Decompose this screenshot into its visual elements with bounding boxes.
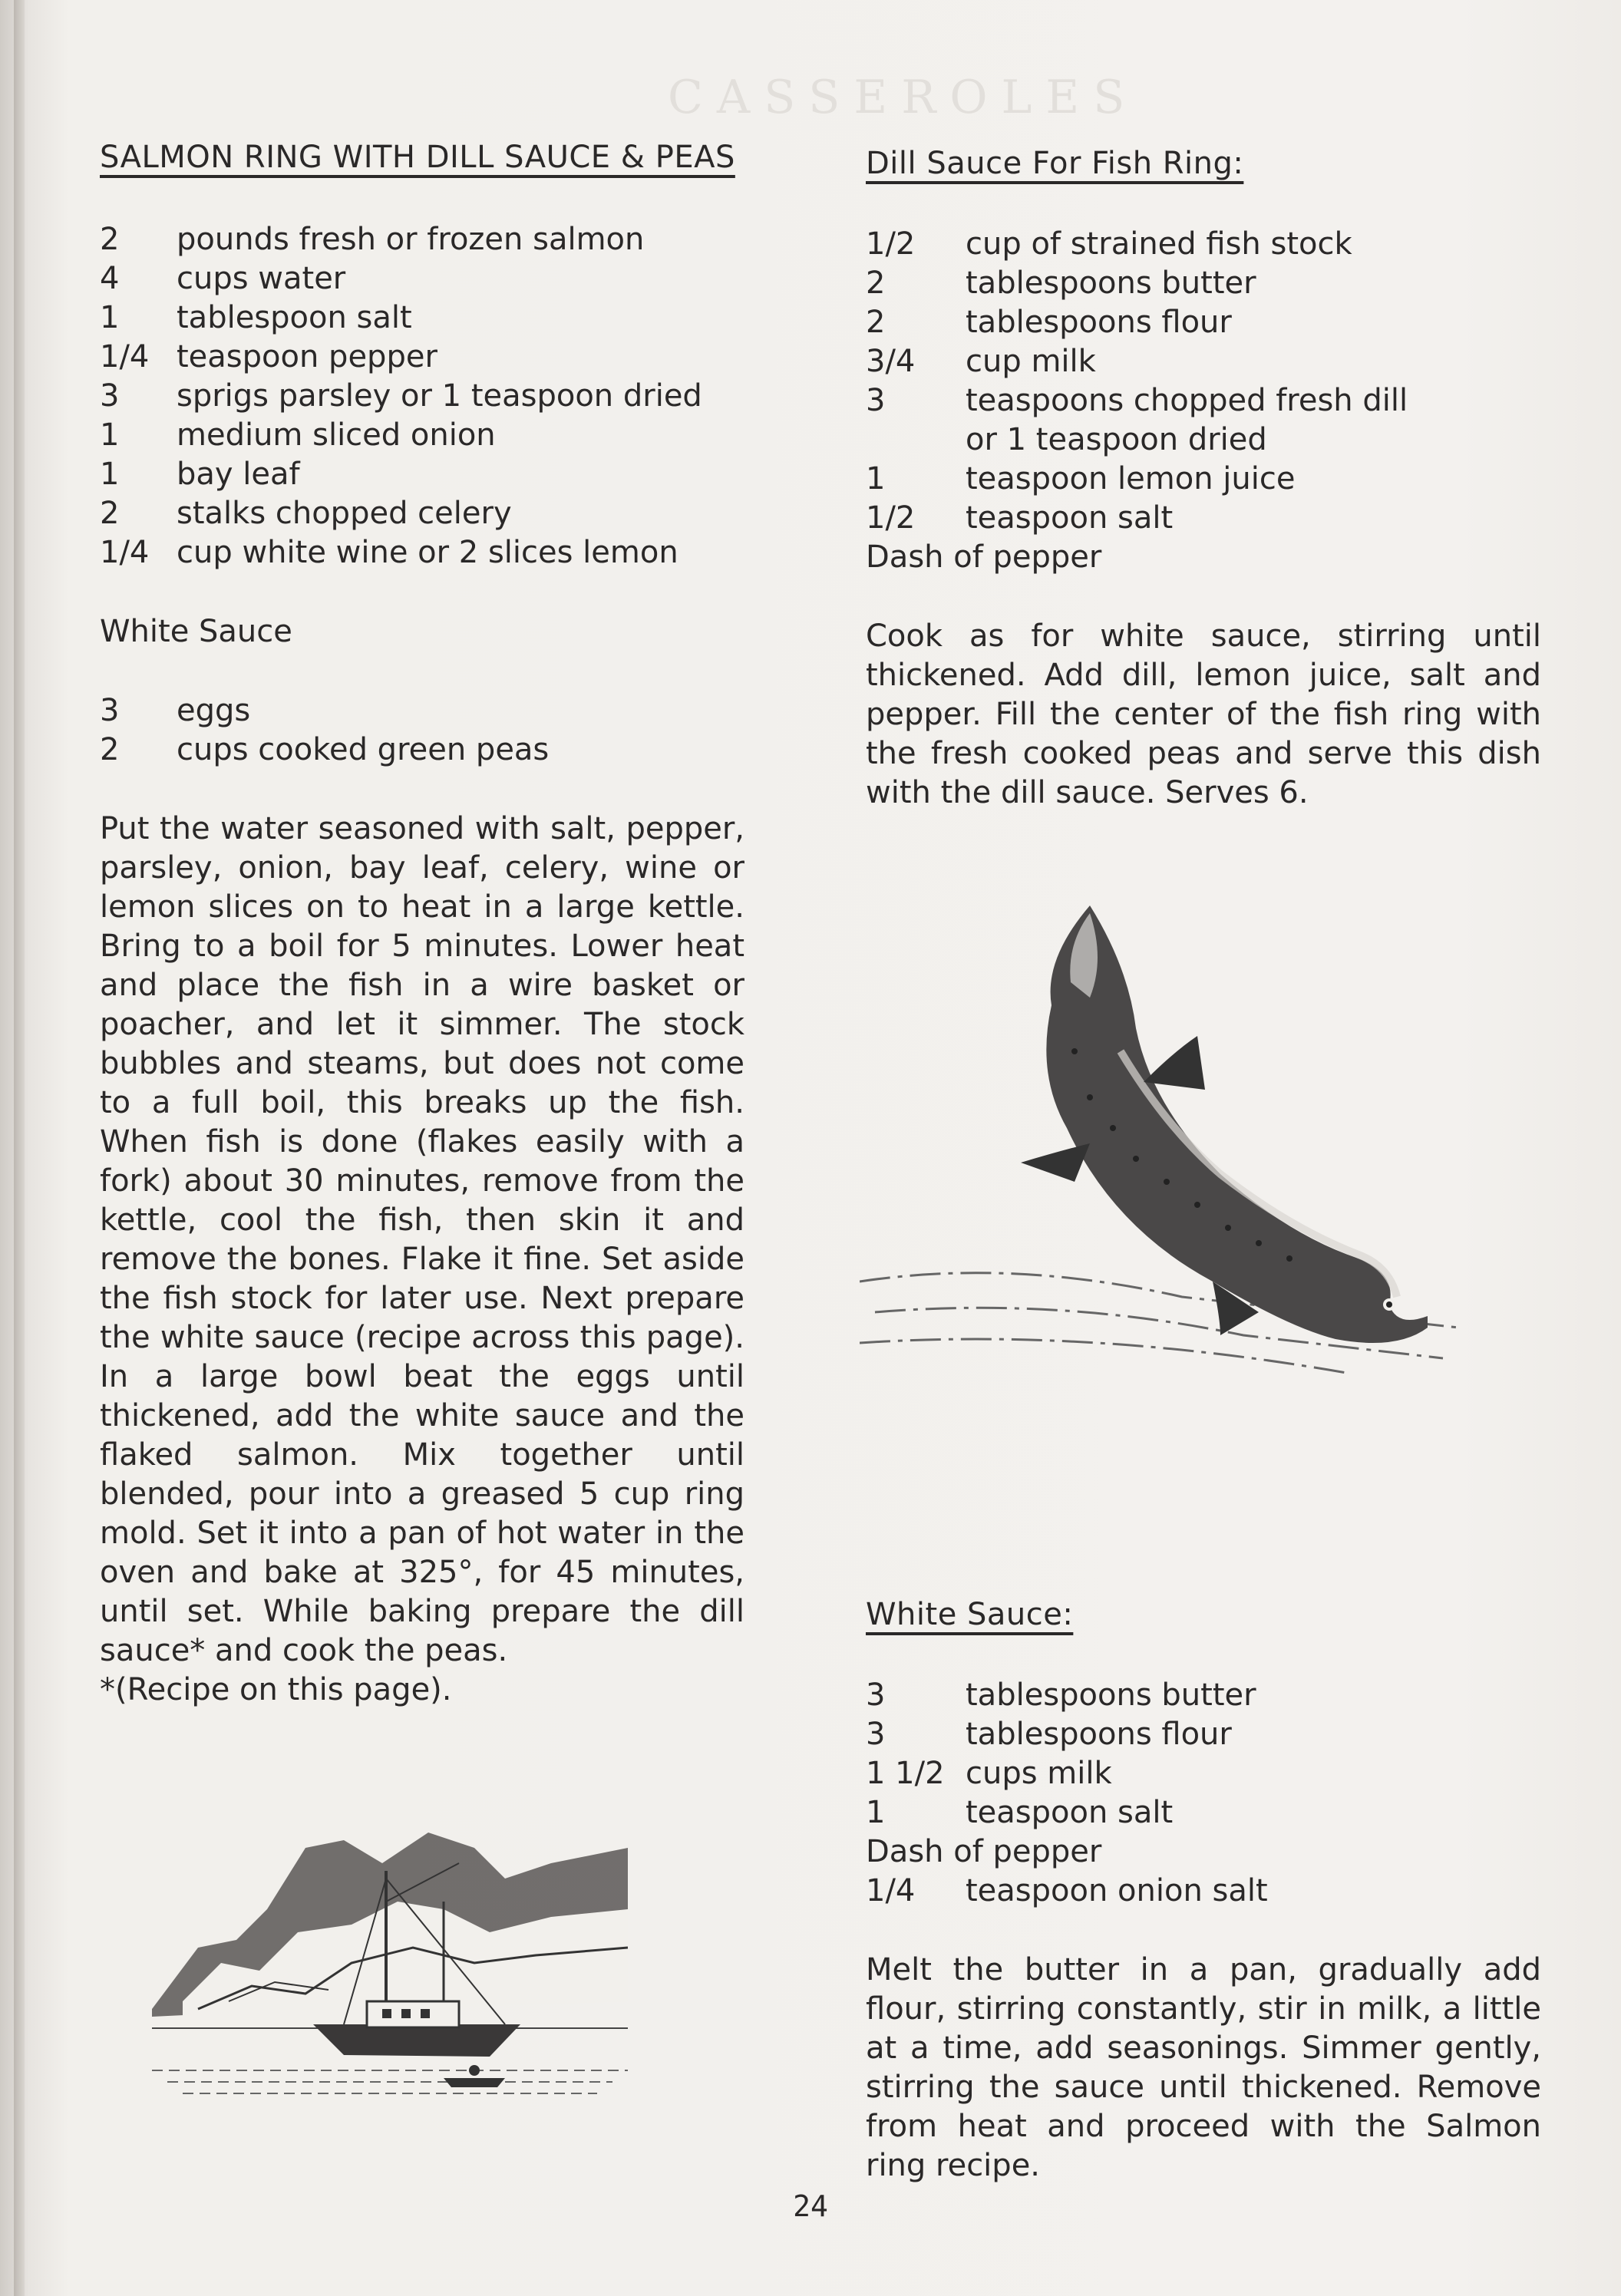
ingredient-row: 1 bay leaf [100,457,300,492]
white-sauce-label: White Sauce [100,614,292,649]
white-ingredient-last [866,1872,1541,1911]
recipe-footnote: *(Recipe on this page). [100,1672,452,1707]
dill-directions: Cook as for white sauce, stirring until thickened. Add dill, lemon juice, salt and pepper. Fill the center of the fish ring with the fresh cooked peas and serve this dish with the dill sauce. Serves 6. [866,619,1541,810]
ingredient-row: 3 teaspoons chopped fresh dill [866,383,1408,418]
ingredient-row: 3 tablespoons butter [866,1677,1256,1713]
white-sauce-title: White Sauce: [866,1597,1074,1632]
recipe-title: SALMON RING WITH DILL SAUCE & PEAS [100,140,735,175]
ingredient-row: 1 1/2 cups milk [866,1756,1112,1791]
ingredient-row: or 1 teaspoon dried [966,422,1267,457]
white-ingredient-list [866,1676,1541,1833]
ingredient-list [100,220,744,572]
extra-ingredient-list [100,691,744,770]
ingredient-row: 1/4 cup white wine or 2 slices lemon [100,535,678,570]
ingredient-row: 3/4 cup milk [866,344,1096,379]
ingredient-row: 1 teaspoon lemon juice [866,461,1296,496]
ingredient-row: 1 tablespoon salt [100,300,412,335]
salmon-illustration [860,898,1458,1404]
ingredient-row: 1 medium sliced onion [100,417,496,453]
ingredient-row: 3 tablespoons flour [866,1717,1232,1752]
ingredient-row: 1/2 teaspoon salt [866,500,1174,536]
ingredient-row: 3 sprigs parsley or 1 teaspoon dried [100,378,702,414]
recipe-directions: Put the water seasoned with salt, pepper, parsley, onion, bay leaf, celery, wine or lemon slices on to heat in a large kettle. Bring to a boil for 5 minutes. Lower heat and place the fish in a wire basket or poacher, and let it simmer. The stock bubbles and steams, but does not come to a full boil, this breaks up the fish. When fish is done (flakes easily with a fork) about 30 minutes, remove from the kettle, cool the fish, then skin it and remove the bones. Flake it fine. Set aside the fish stock for later use. Next prepare the white sauce (recipe across this page). In a large bowl beat the eggs until thickened, add the white sauce and the flaked salmon. Mix together until blended, pour into a greased 5 cup ring mold. Set it into a pan of hot water in the oven and bake at 325°, for 45 minutes, until set. While baking prepare the dill sauce* and cook the peas. [100,811,744,1668]
bleed-through-header: CASSEROLES [668,71,1139,124]
ingredient-row: 2 stalks chopped celery [100,496,512,531]
book-spine [14,0,25,2296]
dill-ingredient-list [866,225,1541,538]
ingredient-row: 2 tablespoons flour [866,305,1232,340]
left-column [100,138,744,1710]
ingredient-row: 2 cups cooked green peas [100,732,550,767]
white-sauce-directions: Melt the butter in a pan, gradually add flour, stirring constantly, stir in milk, a little at a time, add seasonings. Simmer gently, stirring the sauce until thickened. Remove from heat and proceed with the Salmon ring recipe. [866,1952,1541,2183]
ingredient-row: 1/4 teaspoon pepper [100,339,437,374]
ingredient-row: 1/4 teaspoon onion salt [866,1873,1268,1908]
ingredient-row: 3 eggs [100,693,251,728]
ingredient-row: 2 pounds fresh or frozen salmon [100,222,645,257]
dill-dash-of-pepper: Dash of pepper [866,539,1102,575]
ingredient-row: 1/2 cup of strained fish stock [866,226,1352,262]
ingredient-row: 4 cups water [100,261,346,296]
ingredient-row: 2 tablespoons butter [866,266,1256,301]
dill-sauce-title: Dill Sauce For Fish Ring: [866,146,1244,181]
white-dash-of-pepper: Dash of pepper [866,1834,1102,1869]
page-number: 24 [793,2189,828,2223]
fishing-boat-illustration [152,1817,628,2109]
ingredient-row: 1 teaspoon salt [866,1795,1174,1830]
